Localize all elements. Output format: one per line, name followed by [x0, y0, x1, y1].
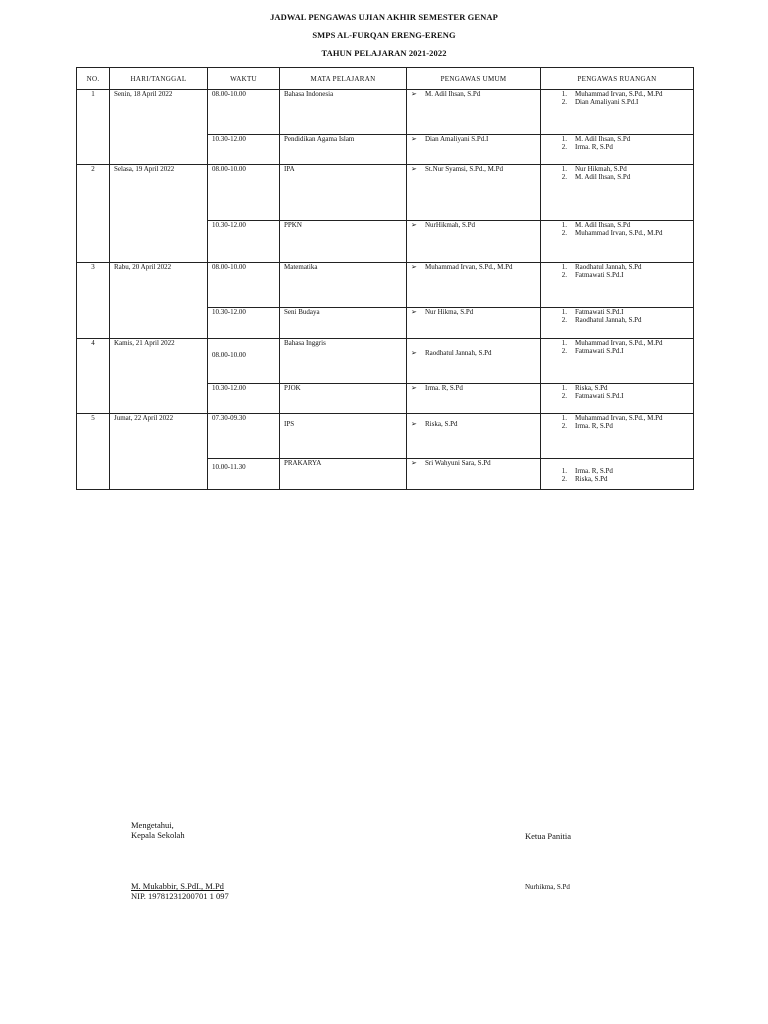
- subject: Matematika: [280, 263, 407, 308]
- general-proctor-name: Dian Amaliyani S.Pd.I: [425, 135, 489, 143]
- arrow-bullet-icon: ➢: [411, 308, 417, 316]
- general-proctor: [407, 384, 541, 414]
- room-proctors: [541, 384, 694, 414]
- general-proctor-name: Muhammad Irvan, S.Pd., M.Pd: [425, 263, 513, 271]
- room-proctor-name: Raodhatul Jannah, S.Pd: [575, 263, 642, 271]
- room-proctor-name: Fatmawati S.Pd.I: [575, 308, 624, 316]
- exam-time: 08.00-10.00: [208, 263, 280, 308]
- subject: Bahasa Inggris: [280, 339, 407, 384]
- general-proctor: [407, 339, 541, 384]
- list-item: 2. M. Adil Ihsan, S.Pd: [561, 173, 631, 181]
- list-item: 2. Fatmawati S.Pd.I: [561, 271, 624, 279]
- room-proctor-name: Fatmawati S.Pd.I: [575, 392, 624, 400]
- exam-time: 08.00-10.00: [208, 90, 280, 135]
- room-proctors: [541, 263, 694, 308]
- list-item: 2. Dian Amaliyani S.Pd.I: [561, 98, 639, 106]
- acknowledged-label: Mengetahui,: [131, 820, 174, 830]
- day-date: Senin, 18 April 2022: [110, 90, 208, 165]
- principal-name: M. Mukabbir, S.PdI., M.Pd: [131, 881, 224, 891]
- list-item: 1. Fatmawati S.Pd.I: [561, 308, 624, 316]
- exam-time: 08.00-10.00: [208, 339, 280, 384]
- principal-title: Kepala Sekolah: [131, 830, 185, 840]
- table-row: [77, 90, 694, 135]
- academic-year: TAHUN PELAJARAN 2021-2022: [321, 48, 447, 58]
- room-proctor-name: Muhammad Irvan, S.Pd., M.Pd: [575, 229, 663, 237]
- school-name: SMPS AL-FURQAN ERENG-ERENG: [312, 30, 456, 40]
- room-proctor-name: Irma. R, S.Pd: [575, 467, 613, 475]
- list-item: 2. Fatmawati S.Pd.I: [561, 347, 624, 355]
- list-item: 1. M. Adil Ihsan, S.Pd: [561, 135, 631, 143]
- col-header-general-proctor: PENGAWAS UMUM: [407, 68, 541, 90]
- exam-time: 10.30-12.00: [208, 135, 280, 165]
- list-item: 1. Muhammad Irvan, S.Pd., M.Pd: [561, 90, 663, 98]
- room-proctor-name: Nur Hikmah, S.Pd: [575, 165, 627, 173]
- room-proctors: [541, 414, 694, 459]
- general-proctor-name: St.Nur Syamsi, S.Pd., M.Pd: [425, 165, 503, 173]
- list-item: 1. Irma. R, S.Pd: [561, 467, 613, 475]
- arrow-bullet-icon: ➢: [411, 459, 417, 467]
- room-proctors: [541, 308, 694, 339]
- room-proctor-name: M. Adil Ihsan, S.Pd: [575, 173, 631, 181]
- room-proctor-name: Fatmawati S.Pd.I: [575, 271, 624, 279]
- subject: PRAKARYA: [280, 459, 407, 490]
- principal-signature: [131, 881, 229, 901]
- list-item: 2. Irma. R, S.Pd: [561, 143, 613, 151]
- row-number: 2: [77, 165, 110, 263]
- schedule-table: [76, 67, 694, 490]
- table-header-row: [77, 68, 694, 90]
- room-proctors: [541, 90, 694, 135]
- list-item: 2. Muhammad Irvan, S.Pd., M.Pd: [561, 229, 663, 237]
- exam-time: 07.30-09.30: [208, 414, 280, 459]
- general-proctor: [407, 165, 541, 221]
- table-row: [77, 263, 694, 308]
- subject: Seni Budaya: [280, 308, 407, 339]
- row-number: 5: [77, 414, 110, 490]
- list-item: 2. Riska, S.Pd: [561, 475, 608, 483]
- room-proctors: [541, 165, 694, 221]
- document-title: JADWAL PENGAWAS UJIAN AKHIR SEMESTER GENAP: [270, 12, 498, 22]
- general-proctor-name: Raodhatul Jannah, S.Pd: [425, 349, 492, 357]
- col-header-no: NO.: [77, 68, 110, 90]
- general-proctor-name: M. Adil Ihsan, S.Pd: [425, 90, 481, 98]
- arrow-bullet-icon: ➢: [411, 263, 417, 271]
- room-proctor-name: Raodhatul Jannah, S.Pd: [575, 316, 642, 324]
- general-proctor: [407, 90, 541, 135]
- subject: IPS: [280, 414, 407, 459]
- room-proctors: [541, 135, 694, 165]
- arrow-bullet-icon: ➢: [411, 135, 417, 143]
- list-item: 1. M. Adil Ihsan, S.Pd: [561, 221, 631, 229]
- arrow-bullet-icon: ➢: [411, 221, 417, 229]
- exam-time: 10.30-12.00: [208, 221, 280, 263]
- general-proctor: [407, 263, 541, 308]
- general-proctor-name: Nur Hikma, S.Pd: [425, 308, 474, 316]
- table-row: [77, 165, 694, 221]
- subject: IPA: [280, 165, 407, 221]
- exam-time: 10.30-12.00: [208, 308, 280, 339]
- principal-nip: NIP. 19781231200701 1 097: [131, 891, 229, 901]
- general-proctor-name: Sri Wahyuni Sara, S.Pd: [425, 459, 491, 467]
- room-proctors: [541, 459, 694, 490]
- subject: PPKN: [280, 221, 407, 263]
- list-item: 2. Raodhatul Jannah, S.Pd: [561, 316, 642, 324]
- general-proctor: [407, 221, 541, 263]
- col-header-time: WAKTU: [208, 68, 280, 90]
- subject: Pendidikan Agama Islam: [280, 135, 407, 165]
- list-item: 2. Irma. R, S.Pd: [561, 422, 613, 430]
- list-item: 2. Fatmawati S.Pd.I: [561, 392, 624, 400]
- room-proctor-name: Irma. R, S.Pd: [575, 143, 613, 151]
- room-proctors: [541, 339, 694, 384]
- exam-time: 10.00-11.30: [208, 459, 280, 490]
- room-proctors: [541, 221, 694, 263]
- room-proctor-name: Riska, S.Pd: [575, 384, 608, 392]
- arrow-bullet-icon: ➢: [411, 90, 417, 98]
- exam-time: 10.30-12.00: [208, 384, 280, 414]
- room-proctor-name: M. Adil Ihsan, S.Pd: [575, 135, 631, 143]
- general-proctor: [407, 135, 541, 165]
- left-signature-block: [131, 820, 185, 840]
- day-date: Selasa, 19 April 2022: [110, 165, 208, 263]
- committee-chair-title: Ketua Panitia: [525, 831, 572, 841]
- arrow-bullet-icon: ➢: [411, 165, 417, 173]
- general-proctor-name: NurHikmah, S.Pd: [425, 221, 475, 229]
- list-item: 1. Muhammad Irvan, S.Pd., M.Pd: [561, 339, 663, 347]
- exam-time: 08.00-10.00: [208, 165, 280, 221]
- room-proctor-name: Riska, S.Pd: [575, 475, 608, 483]
- day-date: Kamis, 21 April 2022: [110, 339, 208, 414]
- room-proctor-name: Irma. R, S.Pd: [575, 422, 613, 430]
- general-proctor: [407, 308, 541, 339]
- general-proctor-name: Irma. R, S.Pd: [425, 384, 463, 392]
- list-item: 1. Raodhatul Jannah, S.Pd: [561, 263, 642, 271]
- table-row: [77, 339, 694, 384]
- room-proctor-name: Muhammad Irvan, S.Pd., M.Pd: [575, 414, 663, 422]
- arrow-bullet-icon: ➢: [411, 349, 417, 357]
- general-proctor-name: Riska, S.Pd: [425, 420, 458, 428]
- arrow-bullet-icon: ➢: [411, 384, 417, 392]
- room-proctor-name: Fatmawati S.Pd.I: [575, 347, 624, 355]
- col-header-room-proctor: PENGAWAS RUANGAN: [541, 68, 694, 90]
- room-proctor-name: M. Adil Ihsan, S.Pd: [575, 221, 631, 229]
- day-date: Rabu, 20 April 2022: [110, 263, 208, 339]
- subject: PJOK: [280, 384, 407, 414]
- committee-chair-name: Nurhikma, S.Pd: [525, 883, 570, 891]
- table-row: [77, 414, 694, 459]
- row-number: 4: [77, 339, 110, 414]
- list-item: 1. Nur Hikmah, S.Pd: [561, 165, 627, 173]
- general-proctor: [407, 459, 541, 490]
- row-number: 3: [77, 263, 110, 339]
- col-header-subject: MATA PELAJARAN: [280, 68, 407, 90]
- day-date: Jumat, 22 April 2022: [110, 414, 208, 490]
- general-proctor: [407, 414, 541, 459]
- list-item: 1. Muhammad Irvan, S.Pd., M.Pd: [561, 414, 663, 422]
- col-header-date: HARI/TANGGAL: [110, 68, 208, 90]
- list-item: 1. Riska, S.Pd: [561, 384, 608, 392]
- room-proctor-name: Dian Amaliyani S.Pd.I: [575, 98, 639, 106]
- subject: Bahasa Indonesia: [280, 90, 407, 135]
- arrow-bullet-icon: ➢: [411, 420, 417, 428]
- row-number: 1: [77, 90, 110, 165]
- room-proctor-name: Muhammad Irvan, S.Pd., M.Pd: [575, 339, 663, 347]
- room-proctor-name: Muhammad Irvan, S.Pd., M.Pd: [575, 90, 663, 98]
